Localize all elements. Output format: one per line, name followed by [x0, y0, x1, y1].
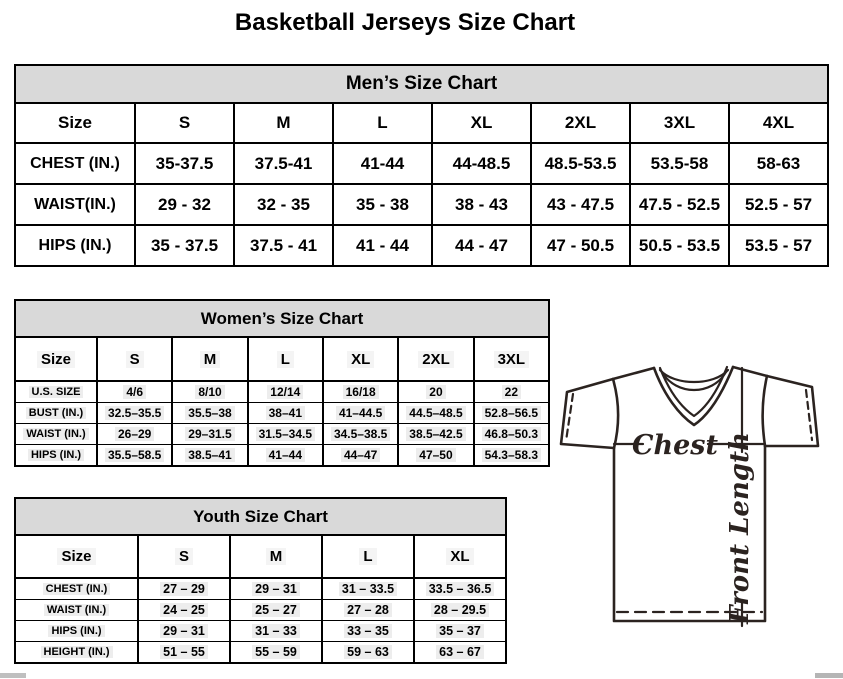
size-range-cell: 31 – 33.5: [322, 578, 414, 600]
size-range-cell: 58-63: [729, 143, 828, 184]
size-range-cell: 33.5 – 36.5: [414, 578, 506, 600]
size-range-cell: 16/18: [323, 381, 398, 403]
size-range-cell: 47.5 - 52.5: [630, 184, 729, 225]
row-label: HIPS (IN.): [15, 621, 138, 642]
table-band-row: [15, 300, 549, 337]
size-range-cell: 35-37.5: [135, 143, 234, 184]
table-band-row: [15, 65, 828, 103]
size-range-cell: 37.5-41: [234, 143, 333, 184]
size-range-cell: 41–44.5: [323, 403, 398, 424]
size-range-cell: 29–31.5: [172, 424, 247, 445]
youth-size-chart-table: [14, 497, 507, 664]
size-range-cell: 54.3–58.3: [474, 445, 549, 467]
shoulder-right-icon: [733, 367, 767, 376]
measurement-row: [15, 445, 549, 467]
size-range-cell: 46.8–50.3: [474, 424, 549, 445]
col-header-size: Size: [15, 535, 138, 578]
front-length-label: Front Length: [725, 432, 755, 624]
row-label: HIPS (IN.): [15, 225, 135, 266]
row-label: WAIST (IN.): [15, 600, 138, 621]
size-columns-row: [15, 337, 549, 381]
shoulder-left-icon: [613, 368, 654, 379]
size-range-cell: 29 – 31: [230, 578, 322, 600]
measurement-row: [15, 381, 549, 403]
size-range-cell: 29 - 32: [135, 184, 234, 225]
col-header-size: Size: [15, 337, 97, 381]
measurement-row: [15, 621, 506, 642]
size-range-cell: 53.5-58: [630, 143, 729, 184]
col-header-m: M: [234, 103, 333, 143]
table-band-row: [15, 498, 506, 535]
scrollbar-fragment-right[interactable]: [815, 673, 843, 678]
col-header-2xl: 2XL: [531, 103, 630, 143]
size-range-cell: 50.5 - 53.5: [630, 225, 729, 266]
size-range-cell: 12/14: [248, 381, 323, 403]
mens-chart-title: Men’s Size Chart: [15, 65, 828, 103]
size-range-cell: 53.5 - 57: [729, 225, 828, 266]
size-range-cell: 38 - 43: [432, 184, 531, 225]
size-range-cell: 52.5 - 57: [729, 184, 828, 225]
size-range-cell: 51 – 55: [138, 642, 230, 664]
col-header-m: M: [230, 535, 322, 578]
row-label: U.S. SIZE: [15, 381, 97, 403]
col-header-2xl: 2XL: [398, 337, 473, 381]
size-range-cell: 34.5–38.5: [323, 424, 398, 445]
col-header-3xl: 3XL: [630, 103, 729, 143]
size-range-cell: 28 – 29.5: [414, 600, 506, 621]
size-range-cell: 44 - 47: [432, 225, 531, 266]
measurement-row: [15, 225, 828, 266]
col-header-size: Size: [15, 103, 135, 143]
col-header-l: L: [322, 535, 414, 578]
size-range-cell: 20: [398, 381, 473, 403]
row-label: HEIGHT (IN.): [15, 642, 138, 664]
col-header-xl: XL: [414, 535, 506, 578]
size-range-cell: 37.5 - 41: [234, 225, 333, 266]
size-range-cell: 47–50: [398, 445, 473, 467]
size-range-cell: 44.5–48.5: [398, 403, 473, 424]
measurement-row: [15, 578, 506, 600]
col-header-m: M: [172, 337, 247, 381]
size-range-cell: 31.5–34.5: [248, 424, 323, 445]
col-header-s: S: [135, 103, 234, 143]
size-range-cell: 4/6: [97, 381, 172, 403]
size-range-cell: 26–29: [97, 424, 172, 445]
size-range-cell: 41–44: [248, 445, 323, 467]
size-range-cell: 35 – 37: [414, 621, 506, 642]
size-range-cell: 41-44: [333, 143, 432, 184]
chest-label: Chest: [632, 430, 718, 461]
size-range-cell: 52.8–56.5: [474, 403, 549, 424]
size-range-cell: 22: [474, 381, 549, 403]
sleeve-cuff-dashed-right-icon: [806, 390, 812, 440]
size-range-cell: 63 – 67: [414, 642, 506, 664]
measurement-row: [15, 600, 506, 621]
row-label: CHEST (IN.): [15, 578, 138, 600]
row-label: HIPS (IN.): [15, 445, 97, 467]
measurement-row: [15, 403, 549, 424]
size-range-cell: 25 – 27: [230, 600, 322, 621]
size-range-cell: 48.5-53.5: [531, 143, 630, 184]
size-range-cell: 35.5–58.5: [97, 445, 172, 467]
size-range-cell: 32 - 35: [234, 184, 333, 225]
size-range-cell: 59 – 63: [322, 642, 414, 664]
womens-size-chart-table: [14, 299, 550, 467]
size-columns-row: [15, 103, 828, 143]
size-range-cell: 32.5–35.5: [97, 403, 172, 424]
size-range-cell: 35 - 37.5: [135, 225, 234, 266]
sleeve-right-icon: [765, 376, 818, 446]
size-range-cell: 31 – 33: [230, 621, 322, 642]
col-header-s: S: [138, 535, 230, 578]
size-range-cell: 41 - 44: [333, 225, 432, 266]
size-range-cell: 38–41: [248, 403, 323, 424]
armhole-left-seam-icon: [613, 379, 618, 448]
womens-chart-title: Women’s Size Chart: [15, 300, 549, 337]
size-range-cell: 38.5–42.5: [398, 424, 473, 445]
col-header-xl: XL: [323, 337, 398, 381]
col-header-s: S: [97, 337, 172, 381]
size-range-cell: 33 – 35: [322, 621, 414, 642]
mens-size-chart-table: [14, 64, 829, 267]
measurement-row: [15, 143, 828, 184]
size-range-cell: 38.5–41: [172, 445, 247, 467]
size-range-cell: 24 – 25: [138, 600, 230, 621]
row-label: BUST (IN.): [15, 403, 97, 424]
row-label: WAIST (IN.): [15, 424, 97, 445]
size-range-cell: 43 - 47.5: [531, 184, 630, 225]
size-range-cell: 35 - 38: [333, 184, 432, 225]
collar-back-arc-icon: [660, 370, 728, 382]
size-range-cell: 55 – 59: [230, 642, 322, 664]
size-columns-row: [15, 535, 506, 578]
page-title: Basketball Jerseys Size Chart: [234, 9, 576, 36]
size-range-cell: 44-48.5: [432, 143, 531, 184]
col-header-3xl: 3XL: [474, 337, 549, 381]
measurement-row: [15, 424, 549, 445]
scrollbar-fragment-left[interactable]: [0, 673, 26, 678]
row-label: CHEST (IN.): [15, 143, 135, 184]
row-label: WAIST(IN.): [15, 184, 135, 225]
measurement-row: [15, 642, 506, 664]
size-range-cell: 27 – 28: [322, 600, 414, 621]
size-range-cell: 29 – 31: [138, 621, 230, 642]
sleeve-left-icon: [561, 379, 614, 448]
size-range-cell: 27 – 29: [138, 578, 230, 600]
col-header-l: L: [248, 337, 323, 381]
jersey-measurement-diagram: [558, 362, 842, 634]
size-range-cell: 47 - 50.5: [531, 225, 630, 266]
col-header-l: L: [333, 103, 432, 143]
col-header-4xl: 4XL: [729, 103, 828, 143]
armhole-right-seam-icon: [763, 376, 767, 446]
vneck-ribbing-icon: [660, 367, 727, 416]
col-header-xl: XL: [432, 103, 531, 143]
size-range-cell: 44–47: [323, 445, 398, 467]
youth-chart-title: Youth Size Chart: [15, 498, 506, 535]
size-range-cell: 8/10: [172, 381, 247, 403]
size-range-cell: 35.5–38: [172, 403, 247, 424]
measurement-row: [15, 184, 828, 225]
